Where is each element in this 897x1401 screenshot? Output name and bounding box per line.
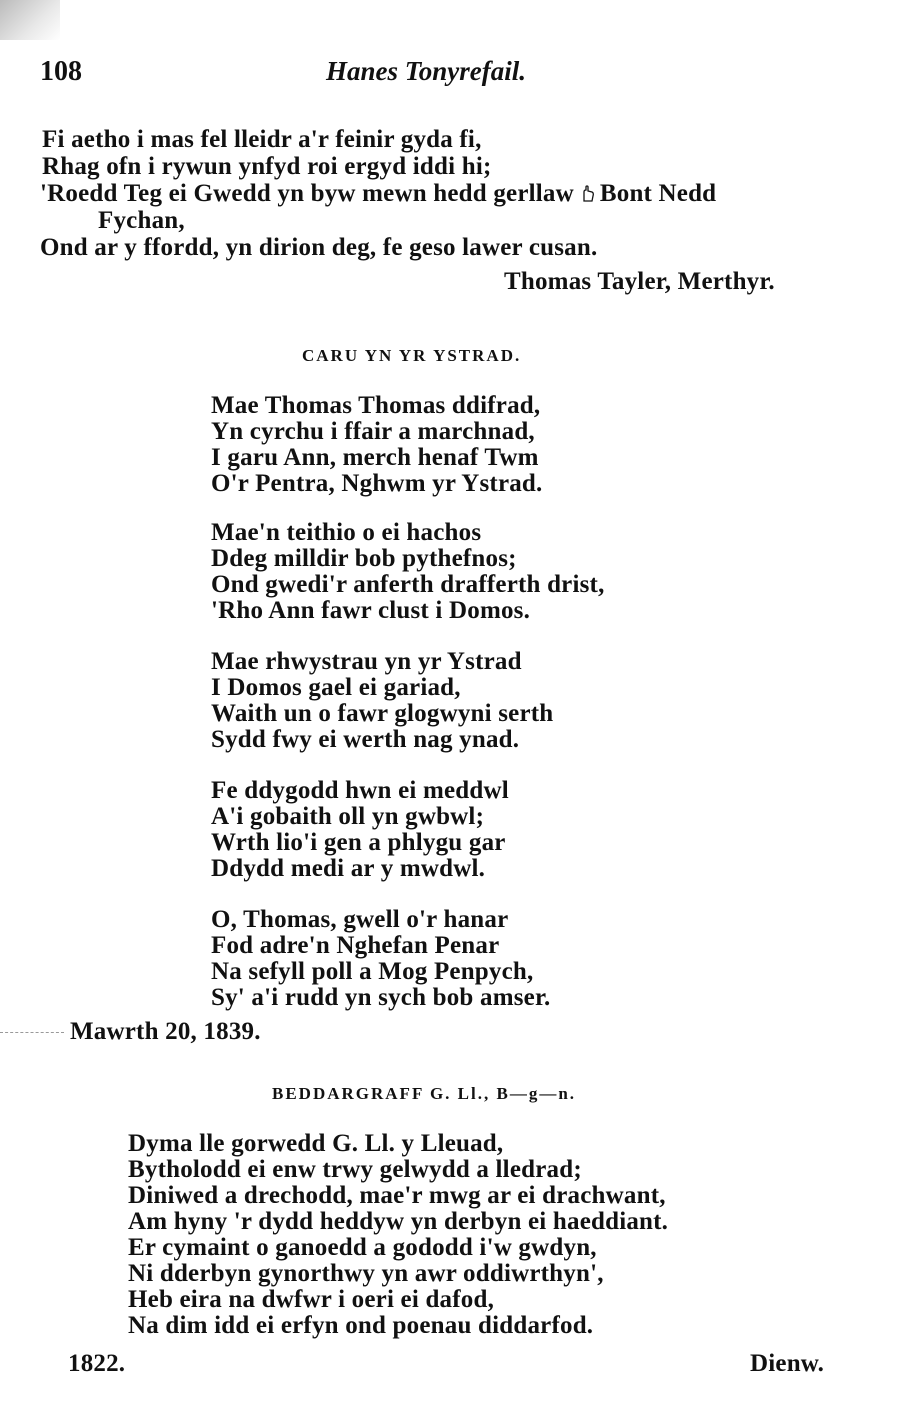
poem-line: 'Roedd Teg ei Gwedd yn byw mewn hedd gerllaw Bont Nedd	[40, 180, 717, 207]
poem-line: O, Thomas, gwell o'r hanar	[211, 906, 509, 933]
margin-rule	[0, 1032, 64, 1033]
scan-artifact	[0, 0, 60, 40]
poem-line: Sy' a'i rudd yn sych bob amser.	[211, 984, 551, 1011]
poem-line: Ddydd medi ar y mwdwl.	[211, 855, 486, 882]
poem-line: Wrth lio'i gen a phlygu gar	[211, 829, 506, 856]
poem-author: Thomas Tayler, Merthyr.	[504, 268, 775, 295]
poem-title: CARU YN YR YSTRAD.	[302, 346, 522, 365]
poem-line: Dyma lle gorwedd G. Ll. y Lleuad,	[128, 1130, 504, 1157]
running-title: Hanes Tonyrefail.	[326, 56, 527, 86]
poem-line: Am hyny 'r dydd heddyw yn derbyn ei haeddiant.	[128, 1208, 669, 1235]
poem-line: Ond gwedi'r anferth drafferth drist,	[211, 571, 605, 598]
poem-line: Fi aetho i mas fel lleidr a'r feinir gyda fi,	[42, 126, 482, 153]
poem-line: Yn cyrchu i ffair a marchnad,	[211, 418, 535, 445]
page-number: 108	[40, 56, 82, 87]
poem-title: BEDDARGRAFF G. Ll., B—g—n.	[272, 1084, 577, 1103]
poem-line: Heb eira na dwfwr i oeri ei dafod,	[128, 1286, 495, 1313]
pointing-hand-icon	[578, 185, 596, 203]
poem-line: Sydd fwy ei werth nag ynad.	[211, 726, 520, 753]
poem-line: Fe ddygodd hwn ei meddwl	[211, 777, 509, 804]
poem-line: Diniwed a drechodd, mae'r mwg ar ei drachwant,	[128, 1182, 666, 1209]
poem-line: Na sefyll poll a Mog Penpych,	[211, 958, 534, 985]
poem-author: Dienw.	[750, 1350, 825, 1377]
poem-line: Na dim idd ei erfyn ond poenau diddarfod.	[128, 1312, 594, 1339]
poem-line: Waith un o fawr glogwyni serth	[211, 700, 554, 727]
poem-line: Fychan,	[98, 207, 185, 234]
poem-line: Ni dderbyn gynorthwy yn awr oddiwrthyn',	[128, 1260, 604, 1287]
poem-line: I garu Ann, merch henaf Twm	[211, 444, 539, 471]
poem-line: Mae rhwystrau yn yr Ystrad	[211, 648, 522, 675]
poem-line: Mae'n teithio o ei hachos	[211, 519, 482, 546]
poem-date: Mawrth 20, 1839.	[70, 1018, 261, 1045]
poem-line: Bytholodd ei enw trwy gelwydd a lledrad;	[128, 1156, 582, 1183]
poem-line: 'Rho Ann fawr clust i Domos.	[211, 597, 531, 624]
poem-line: I Domos gael ei gariad,	[211, 674, 461, 701]
poem-line: Fod adre'n Nghefan Penar	[211, 932, 500, 959]
poem-line: Er cymaint o ganoedd a gododd i'w gwdyn,	[128, 1234, 597, 1261]
poem-line: Ddeg milldir bob pythefnos;	[211, 545, 517, 572]
poem-line: Rhag ofn i rywun ynfyd roi ergyd iddi hi;	[42, 153, 492, 180]
poem-line: Mae Thomas Thomas ddifrad,	[211, 392, 541, 419]
poem-line: O'r Pentra, Nghwm yr Ystrad.	[211, 470, 543, 497]
poem-year: 1822.	[68, 1350, 126, 1377]
poem-line: Ond ar y ffordd, yn dirion deg, fe geso lawer cusan.	[40, 234, 598, 261]
poem-line: A'i gobaith oll yn gwbwl;	[211, 803, 485, 830]
